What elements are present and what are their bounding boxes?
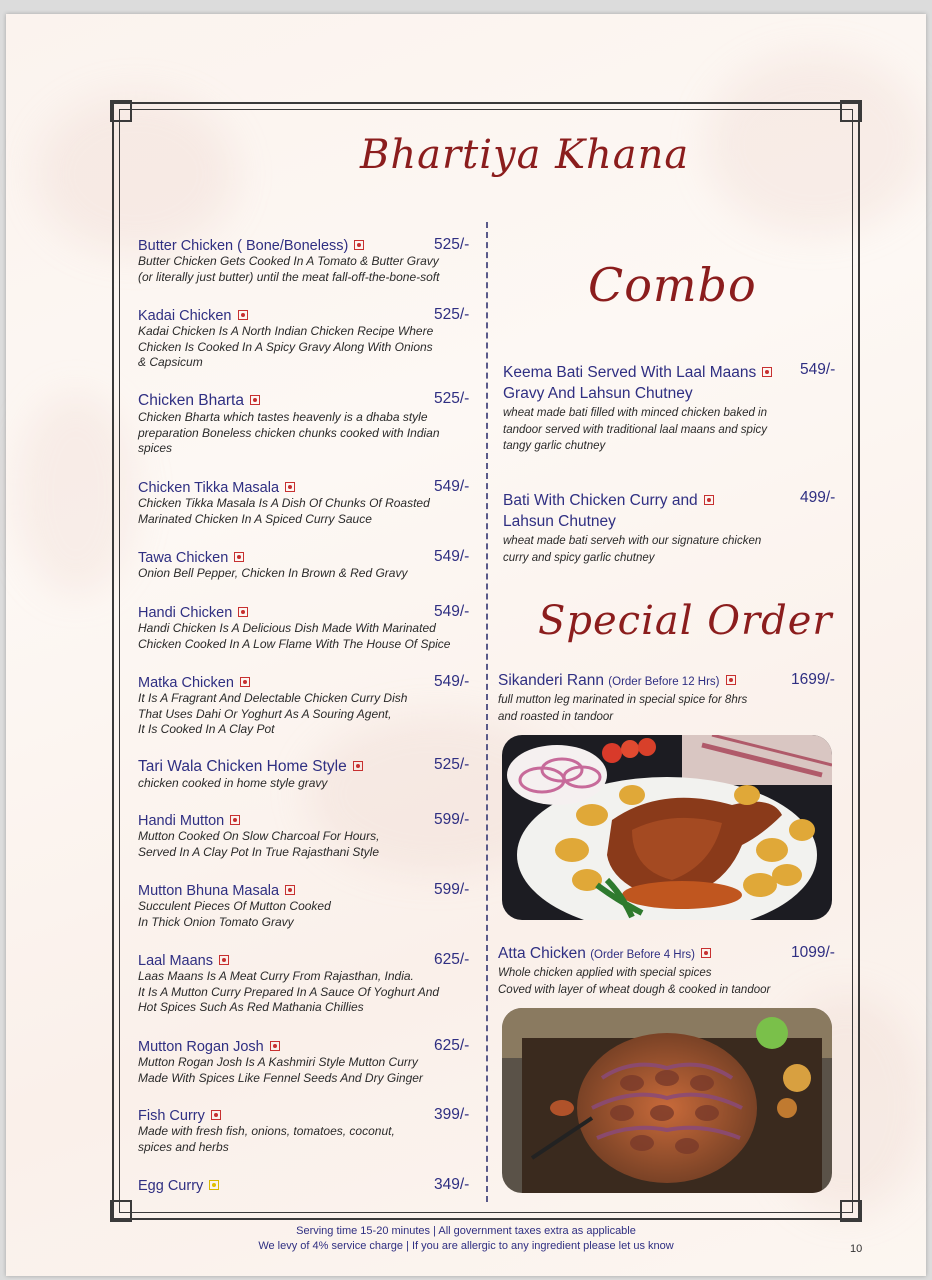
menu-item-description: Succulent Pieces Of Mutton Cooked: [138, 899, 331, 913]
menu-item-description: spices and herbs: [138, 1139, 229, 1154]
menu-item: [138, 392, 478, 457]
combo-item-name-row: [503, 383, 843, 404]
menu-item: [138, 953, 478, 1016]
menu-item-name-row: [138, 675, 478, 691]
special-item-name: Atta Chicken: [498, 945, 586, 962]
nonveg-icon: [270, 1041, 280, 1051]
combo-item: [503, 490, 843, 566]
combo-item-name: Lahsun Chutney: [503, 513, 616, 530]
footer-line-1: Serving time 15-20 minutes | All government taxes extra as applicable: [296, 1225, 636, 1237]
menu-item: [138, 550, 478, 582]
menu-item-name: Mutton Bhuna Masala: [138, 883, 280, 899]
menu-item-name-row: [138, 1039, 478, 1055]
menu-item: [138, 758, 478, 792]
menu-item-price: 525/-: [434, 390, 470, 407]
frame-corner: [110, 100, 132, 122]
footer-line-2: We levy of 4% service charge | If you are allergic to any ingredient please let us know: [258, 1240, 674, 1252]
menu-item-price: 525/-: [434, 756, 470, 773]
nonveg-icon: [701, 948, 711, 958]
nonveg-icon: [726, 675, 736, 685]
combo-item-name-row: [503, 511, 843, 532]
menu-item-name-row: [138, 550, 478, 566]
menu-item-description: It Is A Fragrant And Delectable Chicken Curry Dish: [138, 691, 408, 705]
combo-item-description: curry and spicy garlic chutney: [503, 551, 655, 564]
menu-item-description: It Is Cooked In A Clay Pot: [138, 722, 275, 736]
menu-item: [138, 1178, 478, 1194]
menu-item-name: Kadai Chicken: [138, 308, 232, 324]
menu-item-description: Onion Bell Pepper, Chicken In Brown & Red Gravy: [138, 566, 408, 580]
menu-item: [138, 1108, 478, 1155]
combo-item-name: Gravy And Lahsun Chutney: [503, 385, 693, 402]
special-item-order-note: (Order Before 12 Hrs): [608, 676, 720, 688]
menu-item-description: & Capsicum: [138, 355, 203, 369]
menu-item-name-row: [138, 480, 478, 496]
column-divider: [486, 222, 488, 1202]
menu-item-price: 549/-: [434, 548, 470, 565]
combo-item-name: Keema Bati Served With Laal Maans: [503, 364, 757, 381]
nonveg-icon: [238, 310, 248, 320]
menu-item-description: Chicken Tikka Masala Is A Dish Of Chunks Of Roasted: [138, 496, 430, 510]
combo-item: [503, 362, 843, 455]
menu-item-description: Chicken Is Cooked In A Spicy Gravy Along With Onions: [138, 339, 433, 354]
menu-item-description: Chicken Bharta which tastes heavenly is a dhaba style: [138, 410, 428, 424]
nonveg-icon: [762, 367, 772, 377]
menu-item-description: Laas Maans Is A Meat Curry From Rajasthan, India.: [138, 969, 414, 983]
menu-item-name: Mutton Rogan Josh: [138, 1039, 264, 1055]
menu-item-description: Mutton Rogan Josh Is A Kashmiri Style Mutton Curry: [138, 1055, 418, 1069]
nonveg-icon: [219, 955, 229, 965]
nonveg-icon: [354, 240, 364, 250]
menu-item-price: 625/-: [434, 1037, 470, 1054]
menu-item: [138, 480, 478, 527]
menu-item-name: Handi Chicken: [138, 605, 233, 621]
menu-item: [138, 883, 478, 930]
menu-item-name-row: [138, 813, 478, 829]
nonveg-icon: [353, 761, 363, 771]
combo-item-price: 549/-: [800, 361, 836, 378]
special-item-price: 1699/-: [791, 671, 835, 688]
menu-item-description: Handi Chicken Is A Delicious Dish Made With Marinated: [138, 621, 436, 635]
menu-item-description: spices: [138, 441, 173, 455]
page-number: 10: [850, 1243, 863, 1255]
combo-item-name-row: [503, 490, 843, 511]
nonveg-icon: [230, 815, 240, 825]
menu-item-description: (or literally just butter) until the meat fall-off-the-bone-soft: [138, 269, 440, 284]
menu-item-name: Fish Curry: [138, 1108, 205, 1124]
menu-item-description: Hot Spices Such As Red Mathania Chillies: [138, 1000, 364, 1014]
menu-item-name-row: [138, 758, 478, 776]
menu-item: [138, 675, 478, 738]
nonveg-icon: [234, 552, 244, 562]
menu-item-price: 525/-: [434, 306, 470, 323]
menu-item-description: Butter Chicken Gets Cooked In A Tomato & Butter Gravy: [138, 254, 439, 268]
menu-item-description: Marinated Chicken In A Spiced Curry Sauce: [138, 511, 372, 526]
menu-item-name-row: [138, 953, 478, 969]
menu-item: [138, 1039, 478, 1086]
nonveg-icon: [211, 1110, 221, 1120]
menu-item-description: It Is A Mutton Curry Prepared In A Sauce Of Yoghurt And: [138, 984, 440, 999]
menu-item-name: Tari Wala Chicken Home Style: [138, 758, 347, 775]
nonveg-icon: [250, 395, 260, 405]
menu-item-price: 349/-: [434, 1176, 470, 1193]
menu-item-name: Chicken Bharta: [138, 392, 244, 409]
menu-item-name-row: [138, 605, 478, 621]
special-item: [498, 945, 843, 998]
special-item-description: Whole chicken applied with special spices: [498, 967, 712, 979]
menu-item-name-row: [138, 1178, 478, 1194]
special-item: [498, 672, 843, 725]
section-title-combo: Combo: [588, 258, 757, 312]
nonveg-icon: [238, 607, 248, 617]
menu-item-price: 549/-: [434, 673, 470, 690]
menu-item-price: 625/-: [434, 951, 470, 968]
nonveg-icon: [704, 495, 714, 505]
section-title-special-order: Special Order: [538, 598, 833, 644]
special-item-order-note: (Order Before 4 Hrs): [590, 949, 696, 961]
menu-item-price: 599/-: [434, 811, 470, 828]
combo-item-description: wheat made bati serveh with our signature chicken: [503, 535, 762, 547]
menu-item: [138, 238, 478, 285]
menu-item-name-row: [138, 392, 478, 410]
atta-chicken-photo: [502, 1008, 832, 1193]
menu-item-description: In Thick Onion Tomato Gravy: [138, 914, 294, 929]
menu-item-name: Butter Chicken ( Bone/Boneless): [138, 238, 349, 254]
menu-item-name-row: [138, 308, 478, 324]
combo-item-description: tangy garlic chutney: [503, 440, 606, 452]
sikanderi-rann-photo: [502, 735, 832, 920]
menu-item: [138, 813, 478, 860]
frame-corner: [110, 1200, 132, 1222]
combo-item-name-row: [503, 362, 843, 383]
menu-item-description: Served In A Clay Pot In True Rajasthani Style: [138, 844, 380, 859]
menu-item-name: Laal Maans: [138, 953, 213, 969]
special-item-description: full mutton leg marinated in special spice for 8hrs: [498, 694, 748, 706]
menu-item-description: That Uses Dahi Or Yoghurt As A Souring Agent,: [138, 706, 392, 721]
menu-item-price: 599/-: [434, 881, 470, 898]
section-title-bhartiya-khana: Bhartiya Khana: [360, 132, 690, 178]
menu-item-name: Matka Chicken: [138, 675, 234, 691]
menu-item: [138, 308, 478, 371]
special-item-price: 1099/-: [791, 944, 835, 961]
menu-item-price: 549/-: [434, 478, 470, 495]
menu-item-price: 399/-: [434, 1106, 470, 1123]
menu-item-price: 549/-: [434, 603, 470, 620]
menu-item-description: Mutton Cooked On Slow Charcoal For Hours,: [138, 829, 380, 843]
menu-item-name: Handi Mutton: [138, 813, 225, 829]
menu-item: [138, 605, 478, 652]
menu-item-name: Tawa Chicken: [138, 550, 229, 566]
menu-item-name-row: [138, 1108, 478, 1124]
menu-item-name: Egg Curry: [138, 1178, 204, 1194]
combo-item-price: 499/-: [800, 489, 836, 506]
egg-icon: [209, 1180, 219, 1190]
frame-corner: [840, 1200, 862, 1222]
menu-item-name-row: [138, 883, 478, 899]
combo-item-name: Bati With Chicken Curry and: [503, 492, 698, 509]
special-item-description: Coved with layer of wheat dough & cooked in tandoor: [498, 983, 771, 996]
menu-item-name-row: [138, 238, 478, 254]
menu-item-description: preparation Boneless chicken chunks cooked with Indian: [138, 425, 440, 440]
menu-item-price: 525/-: [434, 236, 470, 253]
special-item-name: Sikanderi Rann: [498, 672, 604, 689]
nonveg-icon: [285, 885, 295, 895]
nonveg-icon: [240, 677, 250, 687]
menu-item-description: Chicken Cooked In A Low Flame With The House Of Spice: [138, 636, 451, 651]
menu-item-description: Made With Spices Like Fennel Seeds And Dry Ginger: [138, 1070, 423, 1085]
menu-item-name: Chicken Tikka Masala: [138, 480, 280, 496]
special-item-description: and roasted in tandoor: [498, 710, 614, 723]
menu-item-description: chicken cooked in home style gravy: [138, 776, 328, 790]
combo-item-description: tandoor served with traditional laal maans and spicy: [503, 423, 768, 436]
combo-item-description: wheat made bati filled with minced chicken baked in: [503, 407, 768, 419]
frame-corner: [840, 100, 862, 122]
nonveg-icon: [285, 482, 295, 492]
menu-item-description: Kadai Chicken Is A North Indian Chicken Recipe Where: [138, 324, 434, 338]
menu-item-description: Made with fresh fish, onions, tomatoes, coconut,: [138, 1124, 395, 1138]
